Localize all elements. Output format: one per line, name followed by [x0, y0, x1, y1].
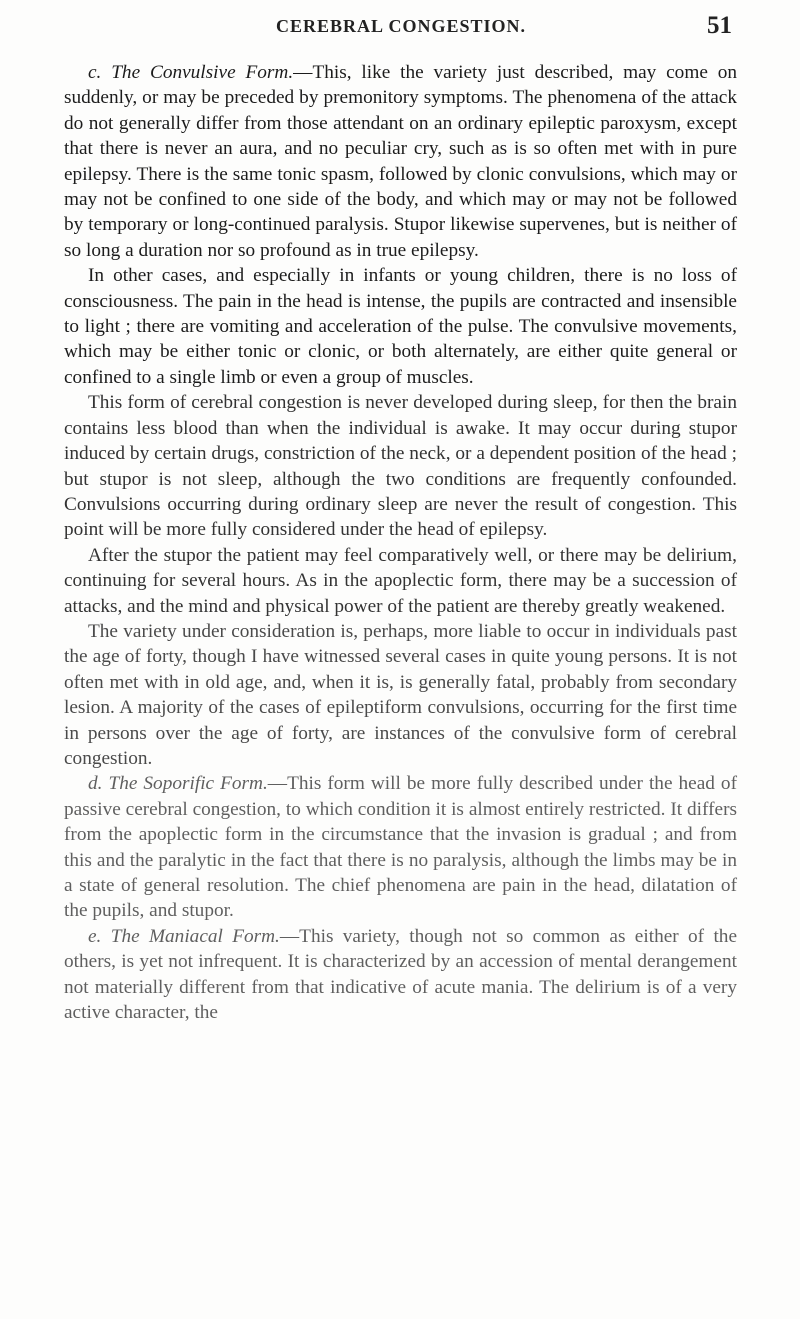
paragraph [64, 543, 737, 619]
paragraph-text: After the stupor the patient may feel comparatively well, or there may be delirium, continuing for several hours. As in the apoplectic form, there may be a succession of attacks, and the mind and physical power of the patient are thereby greatly weakened. [64, 544, 737, 617]
paragraph [64, 60, 737, 263]
paragraph [64, 263, 737, 390]
section-lead: c. The Convulsive Form. [88, 62, 294, 83]
section-lead: d. The Soporific Form. [88, 773, 268, 795]
page-number: 51 [707, 12, 732, 39]
paragraph-text: —This, like the variety just described, may come on suddenly, or may be preceded by premonitory symptoms. The phenomena of the attack do not generally differ from those attendant on an ordinary epileptic paroxysm, except that there is never an aura, and no peculiar cry, such as is so often met with in pure epilepsy. There is the same tonic spasm, followed by clonic convulsions, which may or may not be confined to one side of the body, and which may or may not be followed by temporary or long-continued paralysis. Stupor likewise supervenes, but is neither of so long a duration nor so profound as in true epilepsy. [64, 62, 737, 261]
paragraph [64, 390, 737, 542]
paragraph-text: This form of cerebral congestion is never developed during sleep, for then the brain contains less blood than when the individual is awake. It may occur during stupor induced by certain drugs, constriction of the neck, or a dependent position of the head ; but stupor is not sleep, although the two conditions are frequently confounded. Convulsions occurring during ordinary sleep are never the result of congestion. This point will be more fully considered under the head of epilepsy. [64, 392, 737, 541]
paragraph-text: —This form will be more fully described under the head of passive cerebral congestion, to which condition it is almost entirely restricted. It differs from the apoplectic form in the circumstance that the invasion is gradual ; and from this and the paralytic in the fact that there is no paralysis, although the limbs may be in a state of general resolution. The chief phenomena are pain in the head, dilatation of the pupils, and stupor. [64, 773, 737, 922]
paragraph [64, 771, 737, 923]
section-lead: e. The Maniacal Form. [88, 925, 280, 947]
paragraph-text: In other cases, and especially in infants or young children, there is no loss of consciousness. The pain in the head is intense, the pupils are contracted and insensible to light ; there are vomiting and acceleration of the pulse. The convulsive movements, which may be either tonic or clonic, or both alternately, are either quite general or confined to a single limb or even a group of muscles. [64, 265, 737, 388]
page-header [70, 12, 732, 46]
paragraph-text: —This variety, though not so common as either of the others, is yet not infrequent. It is characterized by an accession of mental derangement not materially different from that indicative of acute mania. The delirium is of a very active character, the [64, 925, 737, 1024]
body-text [64, 60, 737, 1025]
running-head: CEREBRAL CONGESTION. [275, 16, 527, 36]
paragraph [64, 924, 737, 1026]
paragraph [64, 619, 737, 771]
paragraph-text: The variety under consideration is, perhaps, more liable to occur in individuals past the age of forty, though I have witnessed several cases in quite young persons. It is not often met with in old age, and, when it is, is generally fatal, probably from secondary lesion. A majority of the cases of epileptiform convulsions, occurring for the first time in persons over the age of forty, are instances of the convulsive form of cerebral congestion. [64, 620, 737, 769]
